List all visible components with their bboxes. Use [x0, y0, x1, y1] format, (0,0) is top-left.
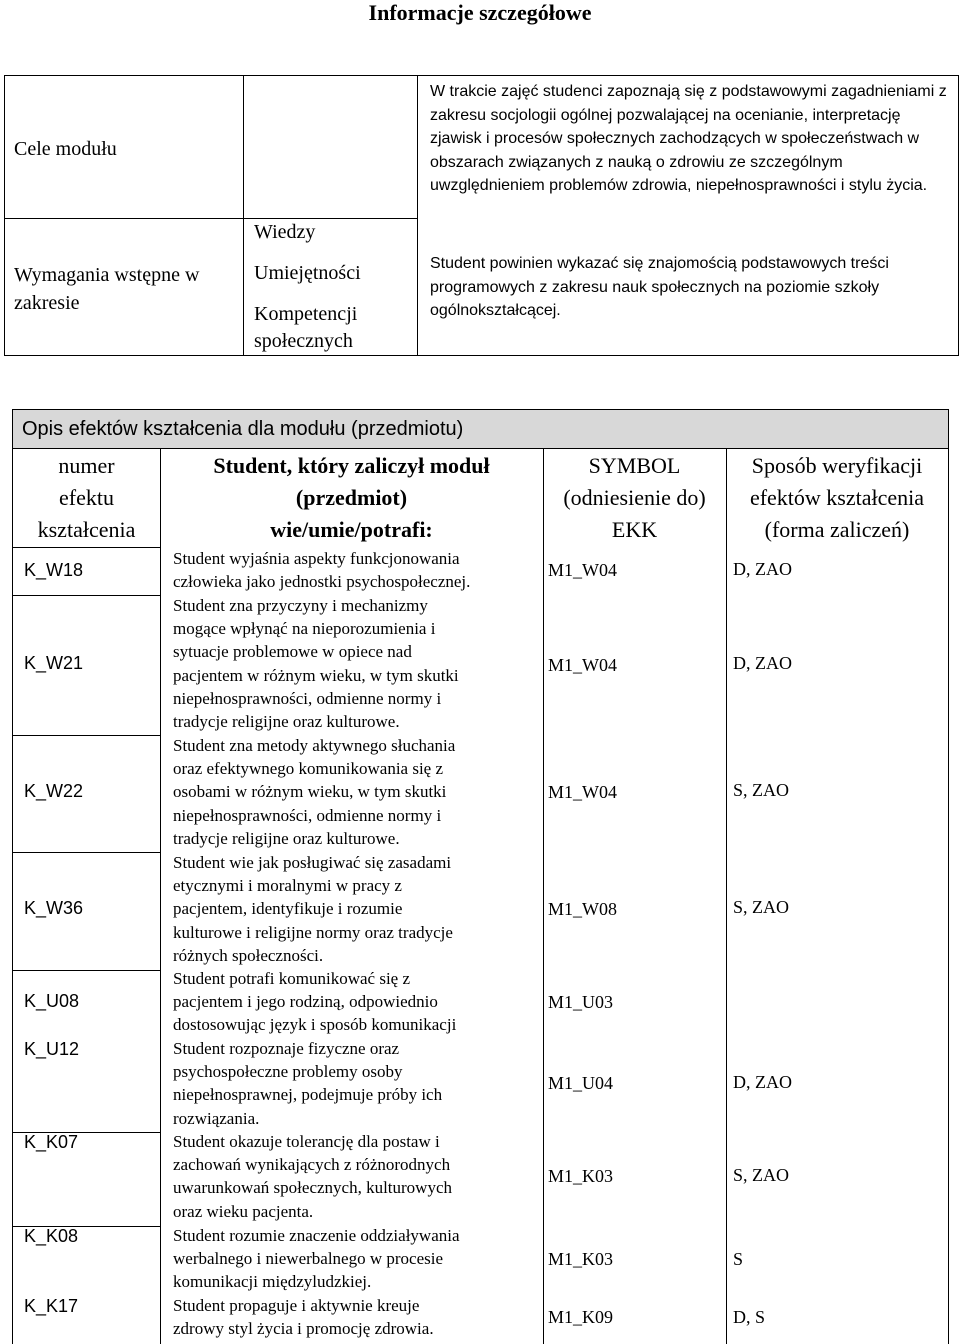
header-verification: Sposób weryfikacji efektów kształcenia (forma zaliczeń) [749, 453, 925, 542]
row-code: K_W18 [24, 560, 84, 580]
header-student: Student, który zaliczył moduł (przedmiot) wie/umie/potrafi: [213, 453, 490, 542]
header-number: numer efektu kształcenia [37, 453, 136, 542]
row-code: K_K07 [24, 1132, 79, 1152]
requirements-text: Student powinien wykazać się znajomością podstawowych treści programowych z zakresu nauk społecznych na poziomie szkoły ogólnokształcącej. [430, 255, 889, 319]
row-symbol: M1_U04 [548, 1073, 614, 1093]
row-verification: D, ZAO [733, 653, 792, 673]
req-knowledge-label: Wiedzy [254, 221, 316, 243]
row-description: Student okazuje tolerancję dla postaw i zachowań wynikających z różnorodnych uwarunkowań społecznych, kulturowych oraz wieku pacjenta. [173, 1132, 453, 1221]
row-code: K_U12 [24, 1039, 80, 1059]
row-description: Student rozpoznaje fizyczne oraz psychospołeczne problemy osoby niepełnosprawnej, podejmuje próby ich rozwiązania. [173, 1039, 443, 1128]
row-symbol: M1_K03 [548, 1249, 614, 1269]
page-title: Informacje szczegółowe [368, 0, 592, 25]
row-description: Student propaguje i aktywnie kreuje zdrowy styl życia i promocję zdrowia. [173, 1296, 434, 1339]
row-description: Student potrafi komunikować się z pacjentem i jego rodziną, odpowiednio dostosowując język i sposób komunikacji [173, 969, 457, 1035]
row-verification: S, ZAO [733, 1165, 790, 1185]
row-code: K_K08 [24, 1226, 79, 1246]
goals-label: Cele modułu [14, 138, 117, 160]
row-code: K_W22 [24, 781, 84, 801]
row-symbol: M1_W04 [548, 782, 617, 802]
row-description: Student wyjaśnia aspekty funkcjonowania człowieka jako jednostki psychospołecznej. [173, 549, 471, 592]
row-symbol: M1_K03 [548, 1166, 614, 1186]
row-symbol: M1_W04 [548, 655, 617, 675]
row-symbol: M1_W04 [548, 560, 617, 580]
row-code: K_W21 [24, 653, 84, 673]
goals-text: W trakcie zajęć studenci zapoznają się z podstawowymi zagadnieniami z zakresu socjologii ogólnej pozwalającej na ocenianie, interpretację zjawisk i procesów społecznych zachodzących w społeczeństwach w obszarach związanych z nauką o zdrowiu ze szczególnym uwzględnieniem problemów zdrowia, niepełnosprawności i stylu życia. [430, 83, 947, 194]
row-symbol: M1_W08 [548, 899, 617, 919]
row-verification: S, ZAO [733, 780, 790, 800]
module-info-table [4, 75, 959, 356]
req-competences-label: Kompetencji społecznych [254, 303, 358, 352]
requirements-label: Wymagania wstępne w zakresie [14, 264, 200, 314]
row-code: K_K17 [24, 1296, 79, 1316]
row-verification: S [733, 1249, 744, 1269]
header-symbol: SYMBOL (odniesienie do) EKK [563, 453, 706, 542]
req-skills-label: Umiejętności [254, 262, 361, 284]
row-code: K_W36 [24, 898, 84, 918]
row-description: Student rozumie znaczenie oddziaływania werbalnego i niewerbalnego w procesie komunikacji międzyludzkiej. [173, 1226, 460, 1292]
row-verification: S, ZAO [733, 897, 790, 917]
row-description: Student zna przyczyny i mechanizmy mogące wpłynąć na nieporozumienia i sytuacje problemowe w opiece nad pacjentem w różnym wieku, w tym skutki niepełnosprawności, odmienne normy i tradycje religijne oraz kulturowe. [173, 596, 459, 732]
row-verification: D, S [733, 1307, 766, 1327]
row-verification: D, ZAO [733, 1072, 792, 1092]
row-description: Student wie jak posługiwać się zasadami etycznymi i moralnymi w pracy z pacjentem, identyfikuje i rozumie kulturowe i religijne normy oraz tradycje różnych społeczności. [173, 853, 453, 965]
row-description: Student zna metody aktywnego słuchania oraz efektywnego komunikowania się z osobami w różnym wieku, w tym skutki niepełnosprawności, odmienne normy i tradycje religijne oraz kulturowe. [173, 736, 456, 848]
row-symbol: M1_K09 [548, 1307, 614, 1327]
row-verification: D, ZAO [733, 559, 792, 579]
outcomes-table-title: Opis efektów kształcenia dla modułu (przedmiotu) [13, 410, 948, 449]
row-symbol: M1_U03 [548, 992, 614, 1012]
row-code: K_U08 [24, 991, 80, 1011]
